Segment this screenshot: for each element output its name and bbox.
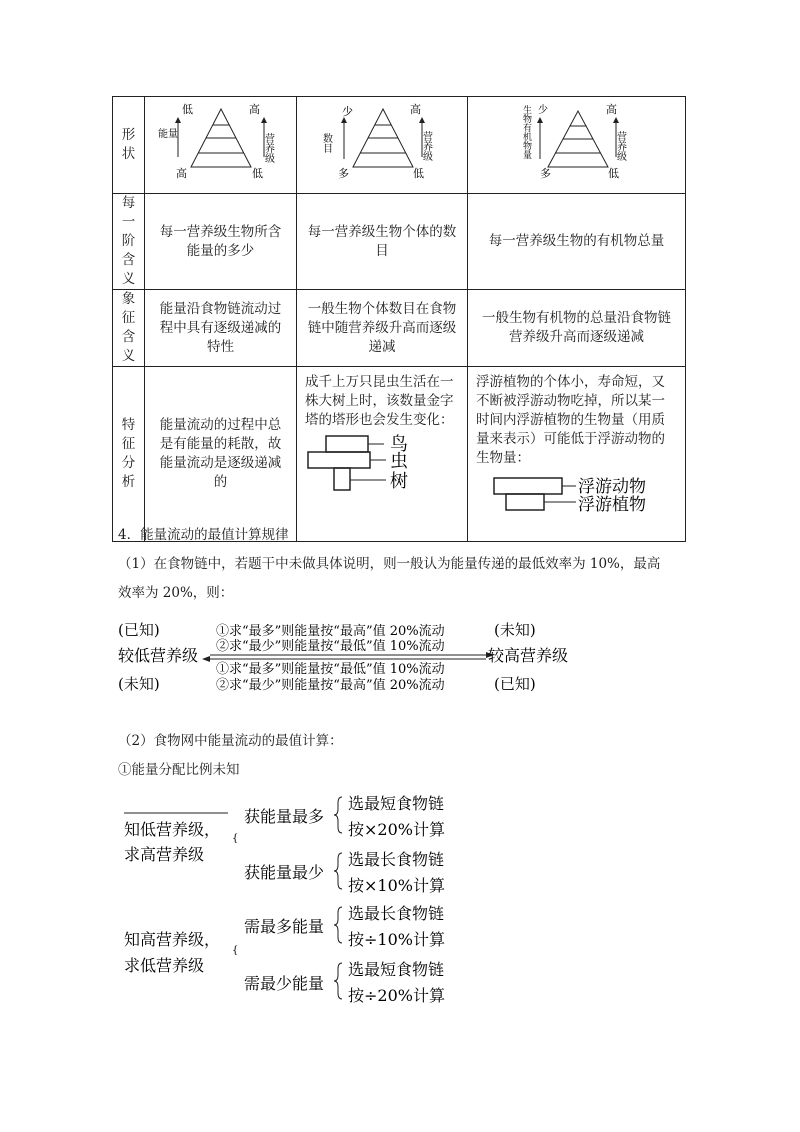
svg-text:{: { [232, 833, 239, 844]
svg-text:生物有机物量: 生物有机物量 [521, 105, 531, 159]
svg-text:知高营养级，: 知高营养级， [124, 930, 221, 949]
svg-text:知低营养级，: 知低营养级， [124, 820, 221, 839]
row-header: 象 征 含 义 [113, 290, 145, 367]
row-header: 形 状 [113, 97, 145, 194]
pyramid-comparison-table [112, 96, 686, 542]
svg-text:低: 低 [251, 167, 263, 180]
svg-text:①求“最多”则能量按“最高”值 20%流动: ①求“最多”则能量按“最高”值 20%流动 [216, 624, 445, 639]
energy-pyramid-diagram [146, 97, 296, 187]
svg-text:高: 高 [248, 103, 260, 116]
biomass-pyramid-cell [468, 97, 686, 194]
svg-text:高: 高 [410, 103, 421, 116]
svg-text:(未知): (未知) [118, 675, 160, 693]
paragraph-1-line-2: 效率为 20%，则： [118, 585, 234, 601]
svg-text:选最短食物链: 选最短食物链 [348, 794, 445, 813]
svg-text:少: 少 [538, 105, 548, 116]
energy-transfer-formula [118, 615, 598, 697]
svg-text:选最短食物链: 选最短食物链 [348, 960, 445, 979]
svg-text:(已知): (已知) [118, 621, 160, 639]
number-pyramid-diagram [298, 97, 466, 187]
svg-text:需最多能量: 需最多能量 [244, 917, 325, 936]
svg-text:营养级: 营养级 [420, 131, 432, 161]
svg-text:营养级: 营养级 [614, 131, 626, 161]
energy-pyramid-cell [145, 97, 297, 194]
svg-text:高: 高 [606, 103, 617, 116]
svg-text:获能量最多: 获能量最多 [244, 807, 325, 826]
table-row: 象 征 含 义 能量沿食物链流动过程中具有逐级递减的特性 一般生物个体数目在食物链中随营养级升高而逐级递减 一般生物有机物的总量沿食物链营养级升高而逐级递减 [113, 290, 686, 367]
table-row: 特 征 分 析 能量流动的过程中总是有能量的耗散，故能量流动是逐级递减的 成千上万只昆虫生活在一株大树上时，该数量金字塔的塔形也会发生变化： 鸟 虫 树 浮游植物的个体小，寿命短，又不断被浮游动物吃掉，所以某一时间内浮游植物的生物量（用质量来表示）可能低于浮游动物的生物量： 浮游动物 浮游植物 [113, 367, 686, 542]
svg-text:低: 低 [608, 167, 619, 180]
svg-text:求高营养级: 求高营养级 [124, 845, 205, 864]
svg-text:高: 高 [175, 167, 187, 180]
svg-text:按×20%计算: 按×20%计算 [348, 820, 445, 839]
section-heading: 4．能量流动的最值计算规律 [118, 527, 289, 543]
svg-text:按×10%计算: 按×10%计算 [348, 876, 445, 895]
svg-text:鸟: 鸟 [390, 434, 408, 455]
svg-text:树: 树 [390, 471, 408, 492]
svg-text:浮游动物: 浮游动物 [578, 477, 646, 497]
row-header: 特 征 分 析 [113, 367, 145, 542]
max-min-calculation-tree [120, 785, 470, 1011]
svg-text:低: 低 [181, 103, 193, 116]
table-row [113, 97, 686, 194]
svg-text:营养级: 营养级 [262, 133, 273, 163]
svg-text:虫: 虫 [390, 451, 408, 472]
svg-text:②求“最少”则能量按“最高”值 20%流动: ②求“最少”则能量按“最高”值 20%流动 [216, 678, 445, 693]
svg-text:按÷10%计算: 按÷10%计算 [348, 930, 445, 949]
svg-text:②求“最少”则能量按“最低”值 10%流动: ②求“最少”则能量按“最低”值 10%流动 [216, 639, 445, 654]
svg-text:选最长食物链: 选最长食物链 [348, 904, 445, 923]
svg-text:多: 多 [338, 167, 349, 180]
svg-text:数目: 数目 [320, 133, 332, 153]
svg-text:较低营养级: 较低营养级 [118, 646, 199, 665]
svg-text:{: { [232, 945, 239, 956]
svg-text:低: 低 [413, 167, 424, 180]
table-row: 每 一 阶 含 义 每一营养级生物所含能量的多少 每一营养级生物个体的数目 每一营养级生物的有机物总量 [113, 194, 686, 290]
svg-text:选最长食物链: 选最长食物链 [348, 850, 445, 869]
paragraph-3: ①能量分配比例未知 [118, 762, 240, 778]
row-header: 每 一 阶 含 义 [113, 194, 145, 290]
svg-text:少: 少 [342, 105, 353, 118]
svg-text:(已知): (已知) [494, 675, 536, 693]
svg-text:需最少能量: 需最少能量 [244, 974, 325, 993]
number-pyramid-cell [297, 97, 468, 194]
svg-text:浮游植物: 浮游植物 [578, 495, 646, 515]
svg-text:获能量最少: 获能量最少 [244, 863, 325, 882]
svg-text:多: 多 [540, 167, 551, 180]
svg-text:①求“最多”则能量按“最低”值 10%流动: ①求“最多”则能量按“最低”值 10%流动 [216, 662, 445, 677]
paragraph-2: （2）食物网中能量流动的最值计算： [118, 733, 343, 749]
tree-insect-pyramid [298, 430, 466, 510]
svg-text:按÷20%计算: 按÷20%计算 [348, 986, 445, 1005]
biomass-pyramid-diagram [468, 97, 688, 187]
plankton-pyramid [468, 468, 688, 524]
paragraph-1-line-1: （1）在食物链中，若题干中未做具体说明，则一般认为能量传递的最低效率为 10%，最高 [118, 556, 661, 572]
svg-text:较高营养级: 较高营养级 [488, 646, 569, 665]
svg-text:(未知): (未知) [494, 621, 536, 639]
svg-text:求低营养级: 求低营养级 [124, 956, 205, 975]
svg-text:能量: 能量 [157, 129, 178, 140]
